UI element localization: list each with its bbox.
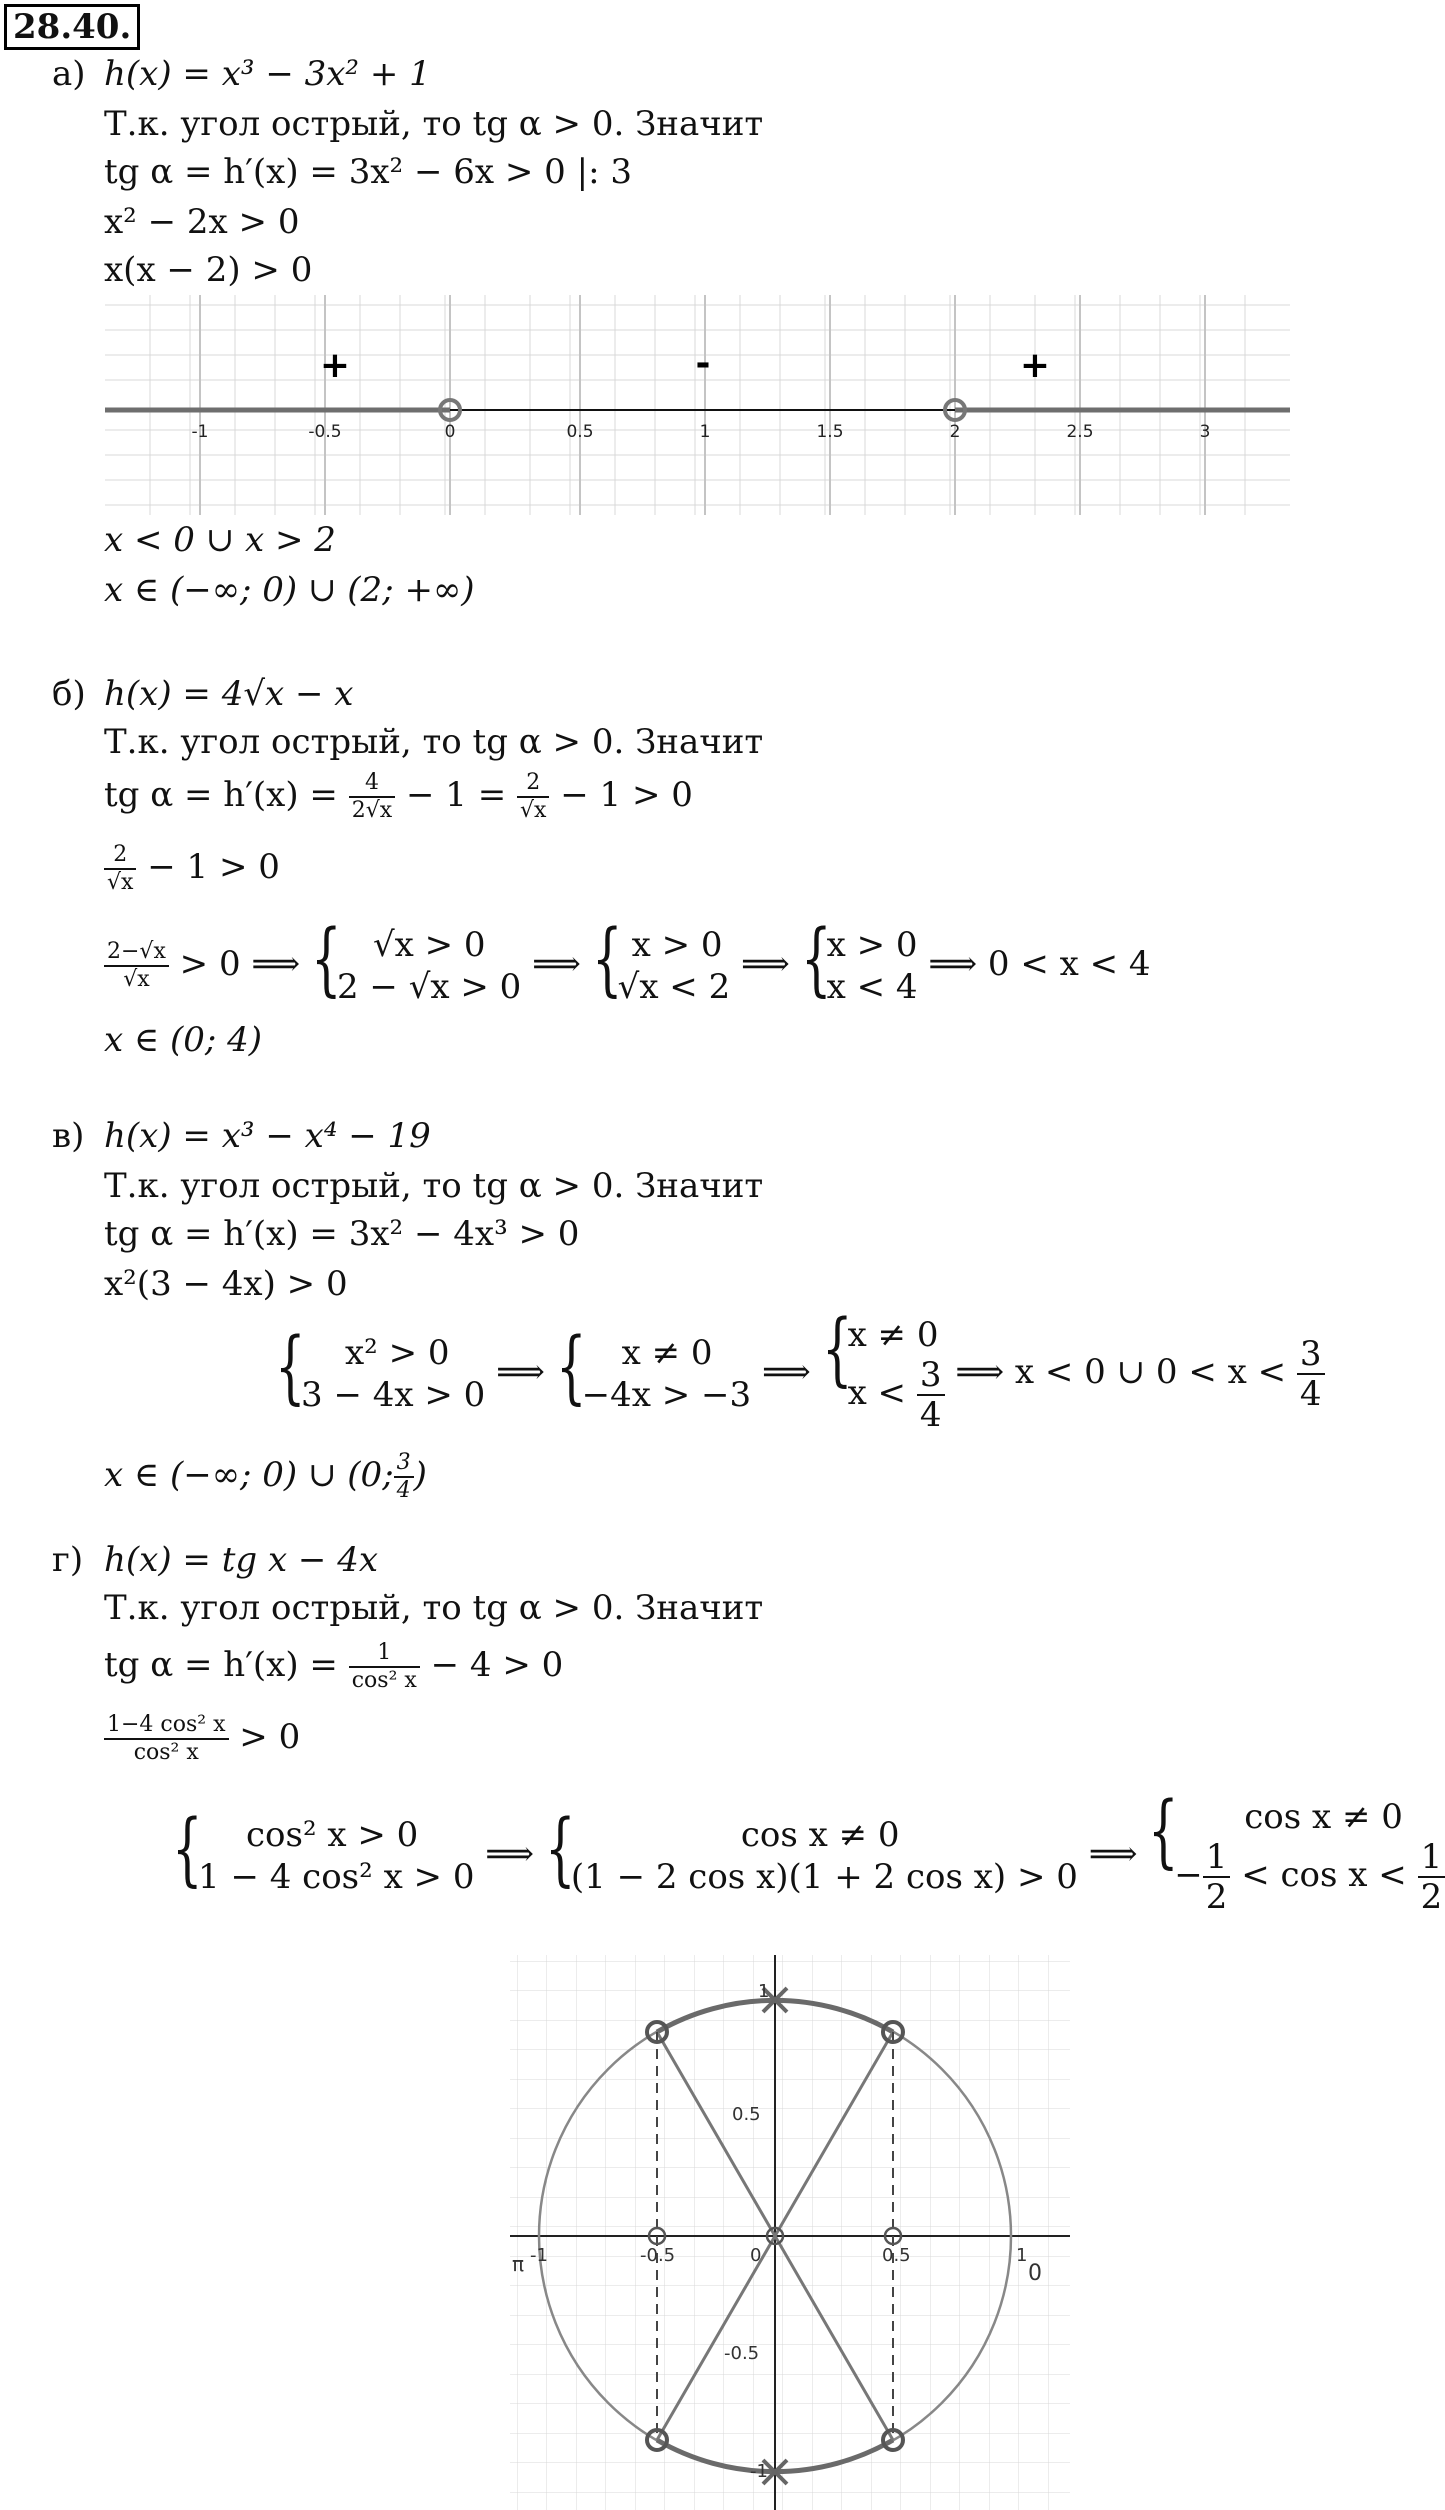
label-x-zero: 0 xyxy=(750,2245,762,2266)
system-2: { x > 0 √x < 2 xyxy=(591,912,731,1007)
unit-circle-diagram xyxy=(510,1955,1070,2510)
part-a-line2: tg α = h′(x) = 3x² − 6x > 0 |: 3 xyxy=(104,152,632,192)
part-b-function: h(x) = 4√x − x xyxy=(104,674,354,714)
system-3: { cos x ≠ 0 − $\frac{1}{2}$ < cos x < $\frac{1}{2}$ xyxy=(1148,1796,1445,1916)
part-a-line1: Т.к. угол острый, то tg α > 0. Значит xyxy=(104,104,764,144)
part-g-system-chain: { cos² x > 0 1 − 4 cos² x > 0 ⟹ { cos x ≠ 0 (1 − 2 cos x)(1 + 2 cos x) > 0 ⟹ { cos x ≠ 0 − $\frac{1}{2}$ < cos x < $\frac{1}{2}$ xyxy=(172,1796,1445,1916)
tick-label: 2.5 xyxy=(1066,422,1094,442)
sign-plus-left: + xyxy=(319,345,351,386)
part-a-line4: x(x − 2) > 0 xyxy=(104,250,313,290)
system-3: { x ≠ 0 x < $\frac{3}{4}$ xyxy=(822,1314,945,1434)
tick-label: -1 xyxy=(191,422,209,442)
label-x-neg1: -1 xyxy=(530,2245,548,2266)
tick-label: 0 xyxy=(444,422,456,442)
fraction: $\frac{3}{4}$ xyxy=(917,1356,945,1434)
tick-label: 1.5 xyxy=(816,422,844,442)
label-x-neg-half: -0.5 xyxy=(640,2245,676,2266)
tick-label: 2 xyxy=(949,422,961,442)
part-v-result: x ∈ (−∞; 0) ∪ (0; $\frac{3}{4}$ ) xyxy=(104,1450,427,1503)
system-1: { cos² x > 0 1 − 4 cos² x > 0 xyxy=(172,1802,475,1897)
part-v-line3: x²(3 − 4x) > 0 xyxy=(104,1264,348,1304)
fraction: $\frac{1}{\text{cos² x}}$ xyxy=(349,1640,420,1694)
label-x-half: 0.5 xyxy=(882,2245,911,2266)
part-v-system-chain: { x² > 0 3 − 4x > 0 ⟹ { x ≠ 0 −4x > −3 ⟹ { x ≠ 0 x < $\frac{3}{4}$ ⟹ x < 0 ∪ 0 < x < $\frac{3}{4}$ xyxy=(275,1314,1325,1434)
tick-label: -0.5 xyxy=(308,422,342,442)
part-a-label: а) xyxy=(52,54,86,94)
part-a-line3: x² − 2x > 0 xyxy=(104,202,300,242)
part-v-label: в) xyxy=(52,1116,85,1156)
part-g-line1: Т.к. угол острый, то tg α > 0. Значит xyxy=(104,1588,764,1628)
tick-label: 0.5 xyxy=(566,422,594,442)
fraction: $\frac{2}{√x}$ xyxy=(517,770,549,824)
label-y-top: 1 xyxy=(758,1981,770,2002)
part-g-line2: tg α = h′(x) = $\frac{1}{\text{cos² x}}$ − 4 > 0 xyxy=(104,1640,564,1693)
part-a-function: h(x) = x³ − 3x² + 1 xyxy=(104,54,431,94)
part-v-function: h(x) = x³ − x⁴ − 19 xyxy=(104,1116,431,1156)
fraction: $\frac{2-√x}{√x}$ xyxy=(104,939,169,993)
label-pi: π xyxy=(512,2252,525,2276)
number-line-chart xyxy=(105,295,1290,515)
label-y-neg-half: -0.5 xyxy=(724,2343,760,2364)
part-b-result: x ∈ (0; 4) xyxy=(104,1020,263,1060)
sign-minus: - xyxy=(695,343,711,384)
system-3: { x > 0 x < 4 xyxy=(800,912,918,1007)
part-v-line2: tg α = h′(x) = 3x² − 4x³ > 0 xyxy=(104,1214,580,1254)
fraction: $\frac{2}{√x}$ xyxy=(104,842,136,896)
fraction: $\frac{4}{2√x}$ xyxy=(349,770,395,824)
fraction: $\frac{\text{1−4 cos² x}}{\text{cos² x}}$ xyxy=(104,1712,229,1766)
part-g-label: г) xyxy=(52,1540,84,1580)
fraction: $\frac{1}{2}$ xyxy=(1203,1838,1231,1916)
sign-plus-right: + xyxy=(1019,345,1051,386)
label-x-one: 1 xyxy=(1016,2245,1028,2266)
label-y-bottom: -1 xyxy=(750,2461,768,2482)
part-g-line3: $\frac{\text{1−4 cos² x}}{\text{cos² x}}$ > 0 xyxy=(104,1712,300,1766)
fraction: $\frac{1}{2}$ xyxy=(1418,1838,1445,1916)
part-b-system-chain: $\frac{2-√x}{√x}$ > 0 ⟹ { √x > 0 2 − √x > 0 ⟹ { x > 0 √x < 2 ⟹ { x > 0 x < 4 ⟹ 0 < x < 4 xyxy=(104,924,1151,1008)
fraction: $\frac{3}{4}$ xyxy=(1297,1335,1325,1413)
part-v-line1: Т.к. угол острый, то tg α > 0. Значит xyxy=(104,1166,764,1206)
label-zero-angle: 0 xyxy=(1028,2261,1042,2286)
part-a-result1: x < 0 ∪ x > 2 xyxy=(104,520,336,560)
part-b-line1: Т.к. угол острый, то tg α > 0. Значит xyxy=(104,722,764,762)
tick-label: 1 xyxy=(699,422,711,442)
system-2: { x ≠ 0 −4x > −3 xyxy=(555,1320,752,1415)
tick-label: 3 xyxy=(1199,422,1211,442)
system-1: { √x > 0 2 − √x > 0 xyxy=(310,912,522,1007)
part-b-line3: $\frac{2}{√x}$ − 1 > 0 xyxy=(104,842,280,896)
problem-number: 28.40. xyxy=(4,4,140,50)
label-y-half: 0.5 xyxy=(732,2104,761,2125)
part-b-label: б) xyxy=(52,674,86,714)
fraction: $\frac{3}{4}$ xyxy=(394,1450,414,1504)
system-2: { cos x ≠ 0 (1 − 2 cos x)(1 + 2 cos x) > 0 xyxy=(544,1802,1078,1897)
part-b-line2: tg α = h′(x) = $\frac{4}{2√x}$ − 1 = $\frac{2}{√x}$ − 1 > 0 xyxy=(104,770,693,823)
part-a-result2: x ∈ (−∞; 0) ∪ (2; +∞) xyxy=(104,570,475,610)
system-1: { x² > 0 3 − 4x > 0 xyxy=(275,1320,486,1415)
part-g-function: h(x) = tg x − 4x xyxy=(104,1540,379,1580)
